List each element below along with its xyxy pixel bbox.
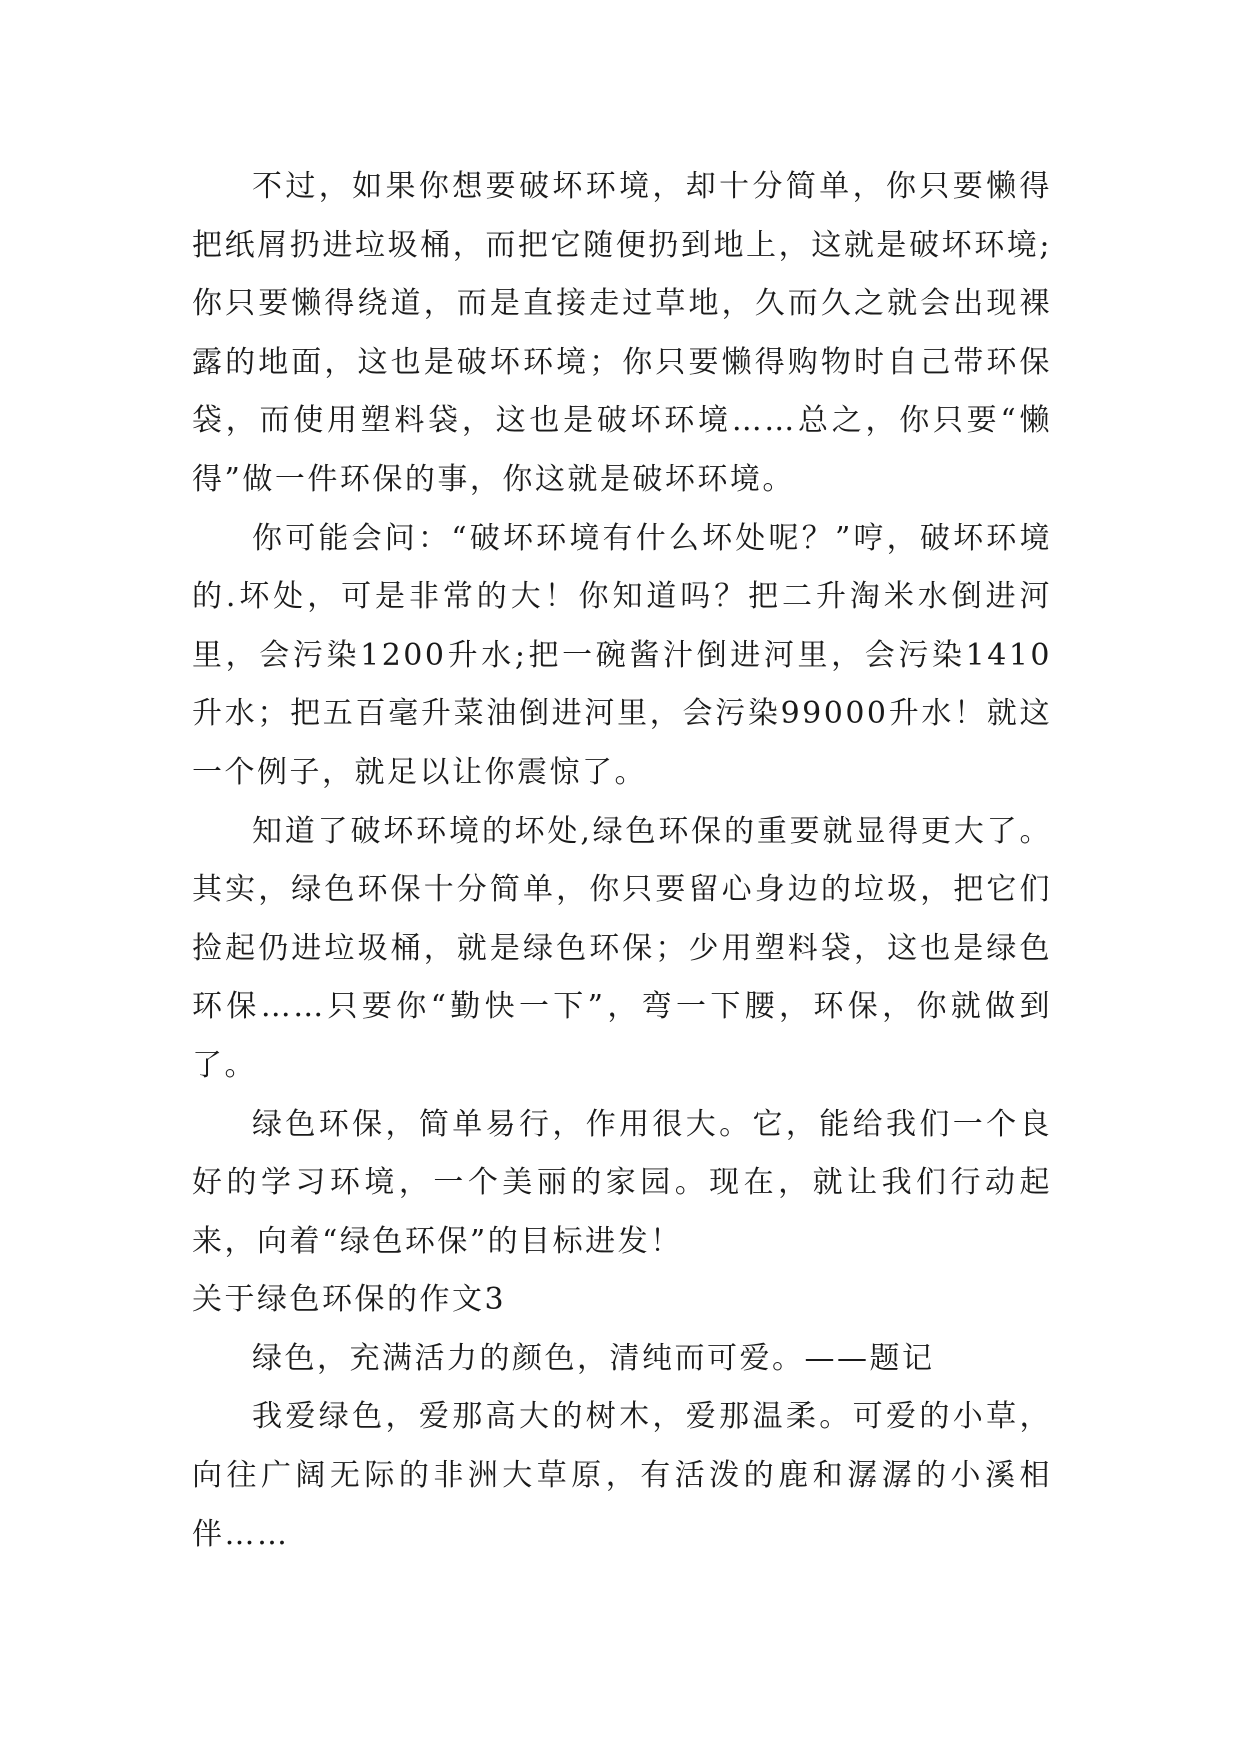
paragraph-harm-of-pollution: 你可能会问：“破坏环境有什么坏处呢？”哼，破坏环境的.坏处，可是非常的大！你知道吗？把二升淘米水倒进河里，会污染1200升水;把一碗酱汁倒进河里，会污染1410升水；把五百毫升菜油倒进河里，会污染99000升水！就这一个例子，就足以让你震惊了。 [192,520,1052,790]
paragraph-destroying-environment: 不过，如果你想要破坏环境，却十分简单，你只要懒得把纸屑扔进垃圾桶，而把它随便扔到地上，这就是破坏环境;你只要懒得绕道，而是直接走过草地，久而久之就会出现裸露的地面，这也是破坏环境；你只要懒得购物时自己带环保袋，而使用塑料袋，这也是破坏环境……总之，你只要“懒得”做一件环保的事，你这就是破坏环境。 [192,169,1052,497]
paragraph-importance-of-green: 知道了破坏环境的坏处,绿色环保的重要就显得更大了。其实，绿色环保十分简单，你只要留心身边的垃圾，把它们捡起仍进垃圾桶，就是绿色环保；少用塑料袋，这也是绿色环保……只要你“勤快一下”，弯一下腰，环保，你就做到了。 [192,813,1052,1083]
document-body [192,158,1052,1564]
section-heading: 关于绿色环保的作文3 [192,1282,507,1318]
paragraph-love-green: 我爱绿色，爱那高大的树木，爱那温柔。可爱的小草，向往广阔无际的非洲大草原，有活泼的鹿和潺潺的小溪相伴…… [192,1399,1052,1552]
paragraph-conclusion: 绿色环保，简单易行，作用很大。它，能给我们一个良好的学习环境，一个美丽的家园。现在，就让我们行动起来，向着“绿色环保”的目标进发！ [192,1106,1052,1259]
paragraph-epigraph: 绿色，充满活力的颜色，清纯而可爱。——题记 [252,1340,935,1376]
